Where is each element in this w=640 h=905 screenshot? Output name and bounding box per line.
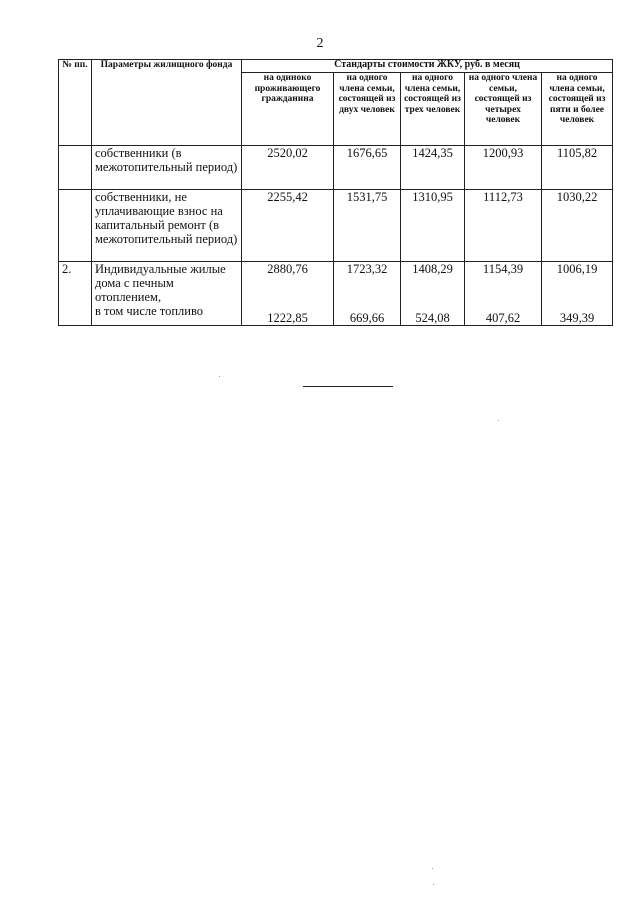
header-two: на одного члена семьи, состоящей из двух человек [334,73,401,146]
closing-line [303,386,393,387]
value-fuel: 1222,85 [267,311,308,325]
scan-speck [498,420,499,421]
header-five: на одного члена семьи, состоящей из пяти и более человек [542,73,613,146]
value-cell: 1531,75 [334,190,401,262]
row-number [59,146,92,190]
row-param-sub: в том числе топливо [95,304,204,318]
scan-speck [432,868,433,869]
value-cell: 1030,22 [542,190,613,262]
header-four: на одного члена семьи, состоящей из четырех человек [465,73,542,146]
value-cell: 2255,42 [242,190,334,262]
table-row [59,146,613,190]
value-total: 1154,39 [482,262,524,276]
value-cell: 1105,82 [542,146,613,190]
table-row [59,190,613,262]
row-param-main: Индивидуальные жилые дома с печным отоплением, [95,262,226,304]
header-row-1 [59,60,613,73]
value-cell: 1676,65 [334,146,401,190]
row-number [59,190,92,262]
value-fuel: 407,62 [485,311,521,325]
value-cell: 1310,95 [401,190,465,262]
value-cell [542,262,613,326]
value-total: 1723,32 [346,262,388,276]
header-single: на одиноко проживающего гражданина [242,73,334,146]
header-group: Стандарты стоимости ЖКУ, руб. в месяц [242,60,613,73]
value-total: 1408,29 [412,262,453,276]
value-cell [401,262,465,326]
header-three: на одного члена семьи, состоящей из трех человек [401,73,465,146]
value-cell: 1200,93 [465,146,542,190]
row-number: 2. [59,262,92,326]
header-no: № пп. [59,60,92,146]
table-row [59,262,613,326]
value-fuel: 349,39 [559,311,595,325]
value-total: 1006,19 [556,262,598,276]
row-param [92,262,242,326]
value-fuel: 669,66 [349,311,385,325]
value-cell [334,262,401,326]
value-cell: 2520,02 [242,146,334,190]
scan-speck [433,884,434,885]
scan-speck [219,376,220,377]
page-number: 2 [316,36,324,51]
value-total: 2880,76 [267,262,308,276]
row-param: собственники (в межотопительный период) [92,146,242,190]
value-fuel: 524,08 [415,311,450,325]
value-cell [242,262,334,326]
value-cell [465,262,542,326]
value-cell: 1424,35 [401,146,465,190]
value-cell: 1112,73 [465,190,542,262]
row-param: собственники, не уплачивающие взнос на капитальный ремонт (в межотопительный период) [92,190,242,262]
header-params: Параметры жилищного фонда [92,60,242,146]
cost-standards-table [58,59,613,326]
